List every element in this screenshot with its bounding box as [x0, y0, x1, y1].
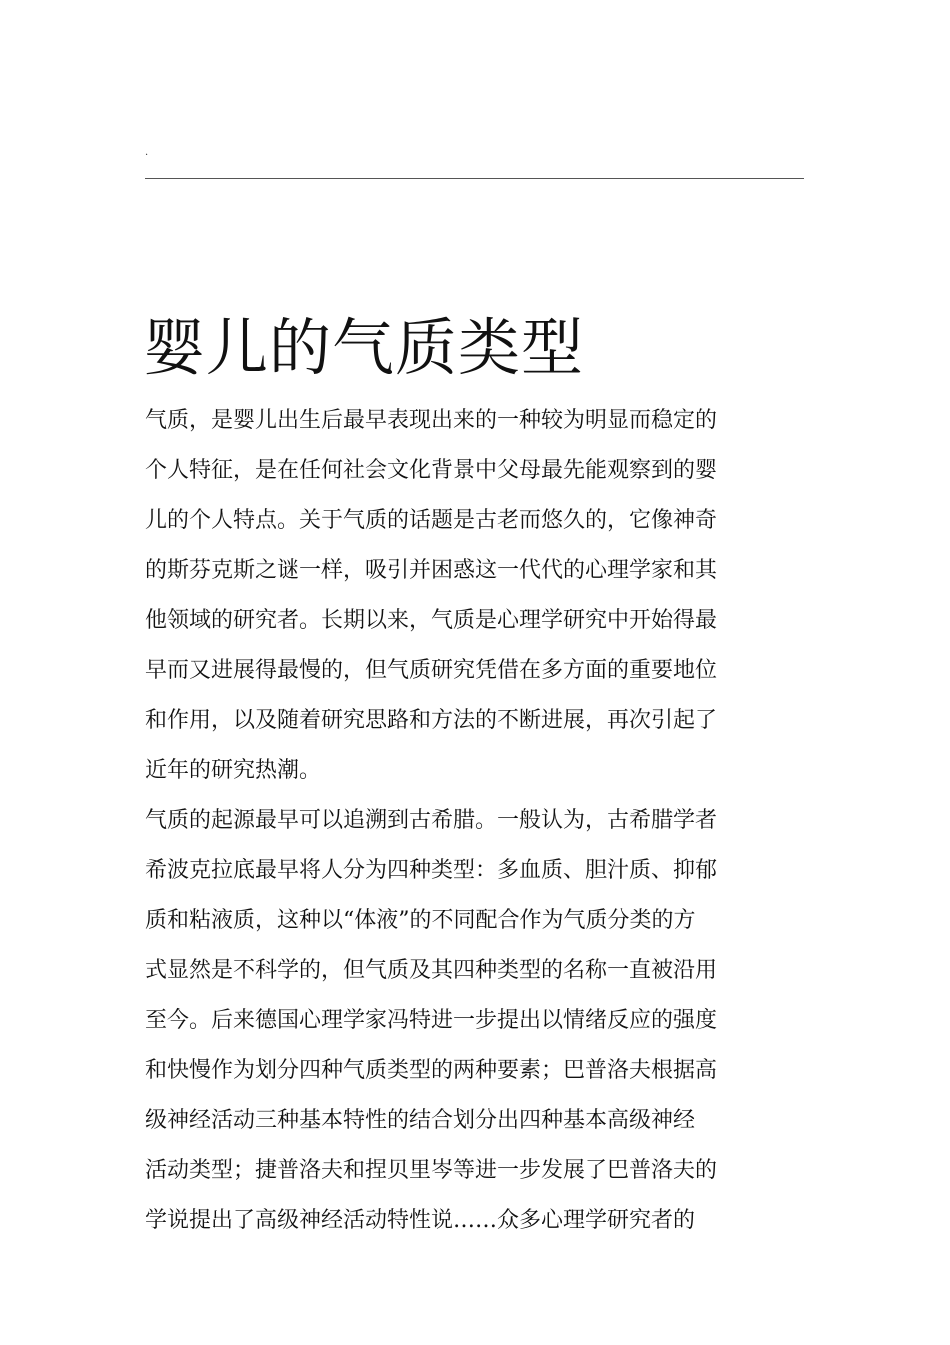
text-line: 活动类型；捷普洛夫和捏贝里岑等进一步发展了巴普洛夫的: [145, 1158, 718, 1183]
text-line: 的斯芬克斯之谜一样，吸引并困惑这一代代的心理学家和其: [145, 558, 718, 583]
header-mark: .: [145, 147, 149, 158]
text-line: 早而又进展得最慢的，但气质研究凭借在多方面的重要地位: [145, 658, 718, 683]
header-divider: [145, 178, 804, 179]
document-title: 婴儿的气质类型: [143, 311, 585, 384]
text-line: 和作用，以及随着研究思路和方法的不断进展，再次引起了: [145, 708, 718, 733]
text-line: 儿的个人特点。关于气质的话题是古老而悠久的，它像神奇: [145, 508, 718, 533]
text-line: 质和粘液质，这种以“体液”的不同配合作为气质分类的方: [145, 908, 696, 933]
text-line: 近年的研究热潮。: [145, 758, 322, 783]
text-line: 气质的起源最早可以追溯到古希腊。一般认为，古希腊学者: [145, 808, 718, 833]
paragraph-1: [145, 396, 745, 796]
text-line: 他领域的研究者。长期以来，气质是心理学研究中开始得最: [145, 608, 718, 633]
paragraph-2: [145, 796, 745, 1246]
text-line: 和快慢作为划分四种气质类型的两种要素；巴普洛夫根据高: [145, 1058, 718, 1083]
text-line: 式显然是不科学的，但气质及其四种类型的名称一直被沿用: [145, 958, 718, 983]
text-line: 级神经活动三种基本特性的结合划分出四种基本高级神经: [145, 1108, 696, 1133]
text-line: 希波克拉底最早将人分为四种类型：多血质、胆汁质、抑郁: [145, 858, 718, 883]
text-line: 气质，是婴儿出生后最早表现出来的一种较为明显而稳定的: [145, 408, 718, 433]
text-line: 个人特征，是在任何社会文化背景中父母最先能观察到的婴: [145, 458, 718, 483]
document-body: [145, 396, 745, 1246]
text-line: 学说提出了高级神经活动特性说……众多心理学研究者的: [145, 1208, 696, 1233]
text-line: 至今。后来德国心理学家冯特进一步提出以情绪反应的强度: [145, 1008, 718, 1033]
